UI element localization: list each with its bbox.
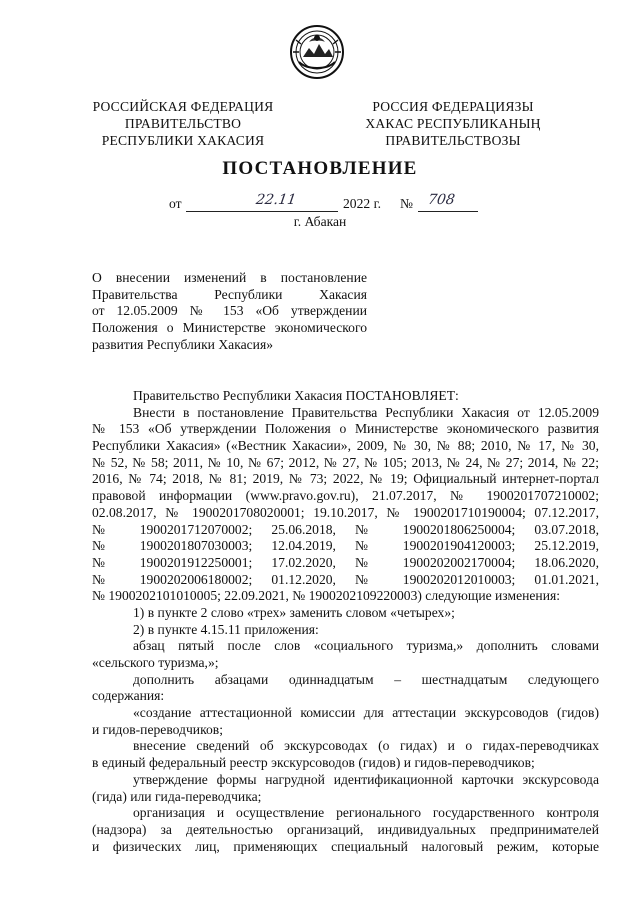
body-line: утверждение формы нагрудной идентификационной карточки экскурсовода — [133, 771, 599, 787]
header-right-block — [348, 98, 558, 149]
date-year: 2022 г. — [343, 196, 382, 211]
body-line: организация и осуществление регионального государственного контроля — [133, 805, 599, 821]
header-left-block — [78, 98, 288, 149]
coat-of-arms-emblem — [289, 24, 345, 80]
body-line: 1) в пункте 2 слово «трех» заменить словом «четырех»; — [133, 604, 455, 620]
body-line: Правительство Республики Хакасия ПОСТАНОВЛЯЕТ: — [133, 388, 459, 403]
body-line: дополнить абзацами одиннадцатым – шестнадцатым следующего — [133, 671, 599, 687]
date-prefix: от — [169, 196, 182, 211]
body-line: внесение сведений об экскурсоводах (о гидах) и о гидах-переводчиках — [133, 738, 599, 754]
body-line: в единый федеральный реестр экскурсоводов (гидов) и гидов-переводчиков; — [92, 755, 535, 771]
body-line: 2) в пункте 4.15.11 приложения: — [133, 621, 319, 637]
header-left-line: ПРАВИТЕЛЬСТВО — [124, 116, 242, 131]
header-right-line: ХАКАС РЕСПУБЛИКАНЫҢ — [365, 116, 541, 131]
body-line: № 153 «Об утверждении Положения о Министерстве экономического развития — [92, 421, 599, 437]
header-right-line: ПРАВИТЕЛЬСТВОЗЫ — [385, 133, 521, 148]
body-line: № 1900202101010005; 22.09.2021, № 1900202109220003) следующие изменения: — [92, 588, 560, 604]
handwritten-date: 22.11 — [254, 192, 298, 208]
subject-line: Положения о Министерстве экономического — [92, 320, 367, 336]
subject-line: Правительства Республики Хакасия — [92, 286, 367, 302]
document-title: ПОСТАНОВЛЕНИЕ — [222, 158, 418, 179]
subject-line: от 12.05.2009 № 153 «Об утверждении — [92, 303, 367, 319]
body-line: № 1900202006180002; 01.12.2020, № 1900202012010003; 01.01.2021, — [92, 571, 599, 587]
subject-line: О внесении изменений в постановление — [92, 270, 367, 285]
body-line: и физических лиц, применяющих специальный налоговый режим, которые — [92, 838, 599, 854]
body-line: (гида) или гида-переводчика; — [92, 788, 262, 804]
body-line: «сельского туризма,»; — [92, 655, 219, 670]
body-line: правовой информации (www.pravo.gov.ru), 21.07.2017, № 1900201707210002; — [92, 488, 599, 504]
city-name: г. Абакан — [293, 214, 347, 229]
body-line: № 1900201912250001; 17.02.2020, № 1900202002170004; 18.06.2020, — [92, 554, 599, 570]
body-line: (надзора) за деятельностью организаций, индивидуальных предпринимателей — [92, 821, 599, 837]
header-left-line: РОССИЙСКАЯ ФЕДЕРАЦИЯ — [92, 99, 274, 114]
subject-block — [92, 270, 367, 353]
body-line: абзац пятый после слов «социального туризма,» дополнить словами — [133, 638, 599, 654]
body-line: содержания: — [92, 688, 165, 704]
body-line: № 1900201807030003; 12.04.2019, № 1900201904120003; 25.12.2019, — [92, 538, 599, 554]
body-line: Республики Хакасия» («Вестник Хакасии», 2009, № 30, № 88; 2010, № 17, № 30, — [92, 438, 599, 454]
number-sign: № — [400, 196, 413, 211]
document-body — [92, 388, 599, 855]
body-line: № 1900201712070002; 25.06.2018, № 1900201806250004; 03.07.2018, — [92, 521, 599, 537]
body-line: 2016, № 74; 2018, № 81; 2019, № 73; 2022, № 19; Официальный интернет-портал — [92, 471, 599, 487]
body-line: 02.08.2017, № 1900201708020001; 19.10.2017, № 1900201710190004; 07.12.2017, — [92, 504, 599, 520]
header-left-line: РЕСПУБЛИКИ ХАКАСИЯ — [101, 133, 265, 148]
body-line: и гидов-переводчиков; — [92, 721, 223, 737]
handwritten-number: 708 — [426, 192, 456, 208]
body-line: Внести в постановление Правительства Республики Хакасия от 12.05.2009 — [133, 404, 599, 420]
body-line: № 52, № 58; 2011, № 10, № 67; 2012, № 27, № 105; 2013, № 24, № 27; 2014, № 22; — [92, 454, 599, 470]
subject-line: развития Республики Хакасия» — [92, 336, 273, 352]
body-line: «создание аттестационной комиссии для аттестации экскурсоводов (гидов) — [133, 705, 599, 721]
header-right-line: РОССИЯ ФЕДЕРАЦИЯЗЫ — [372, 99, 534, 114]
